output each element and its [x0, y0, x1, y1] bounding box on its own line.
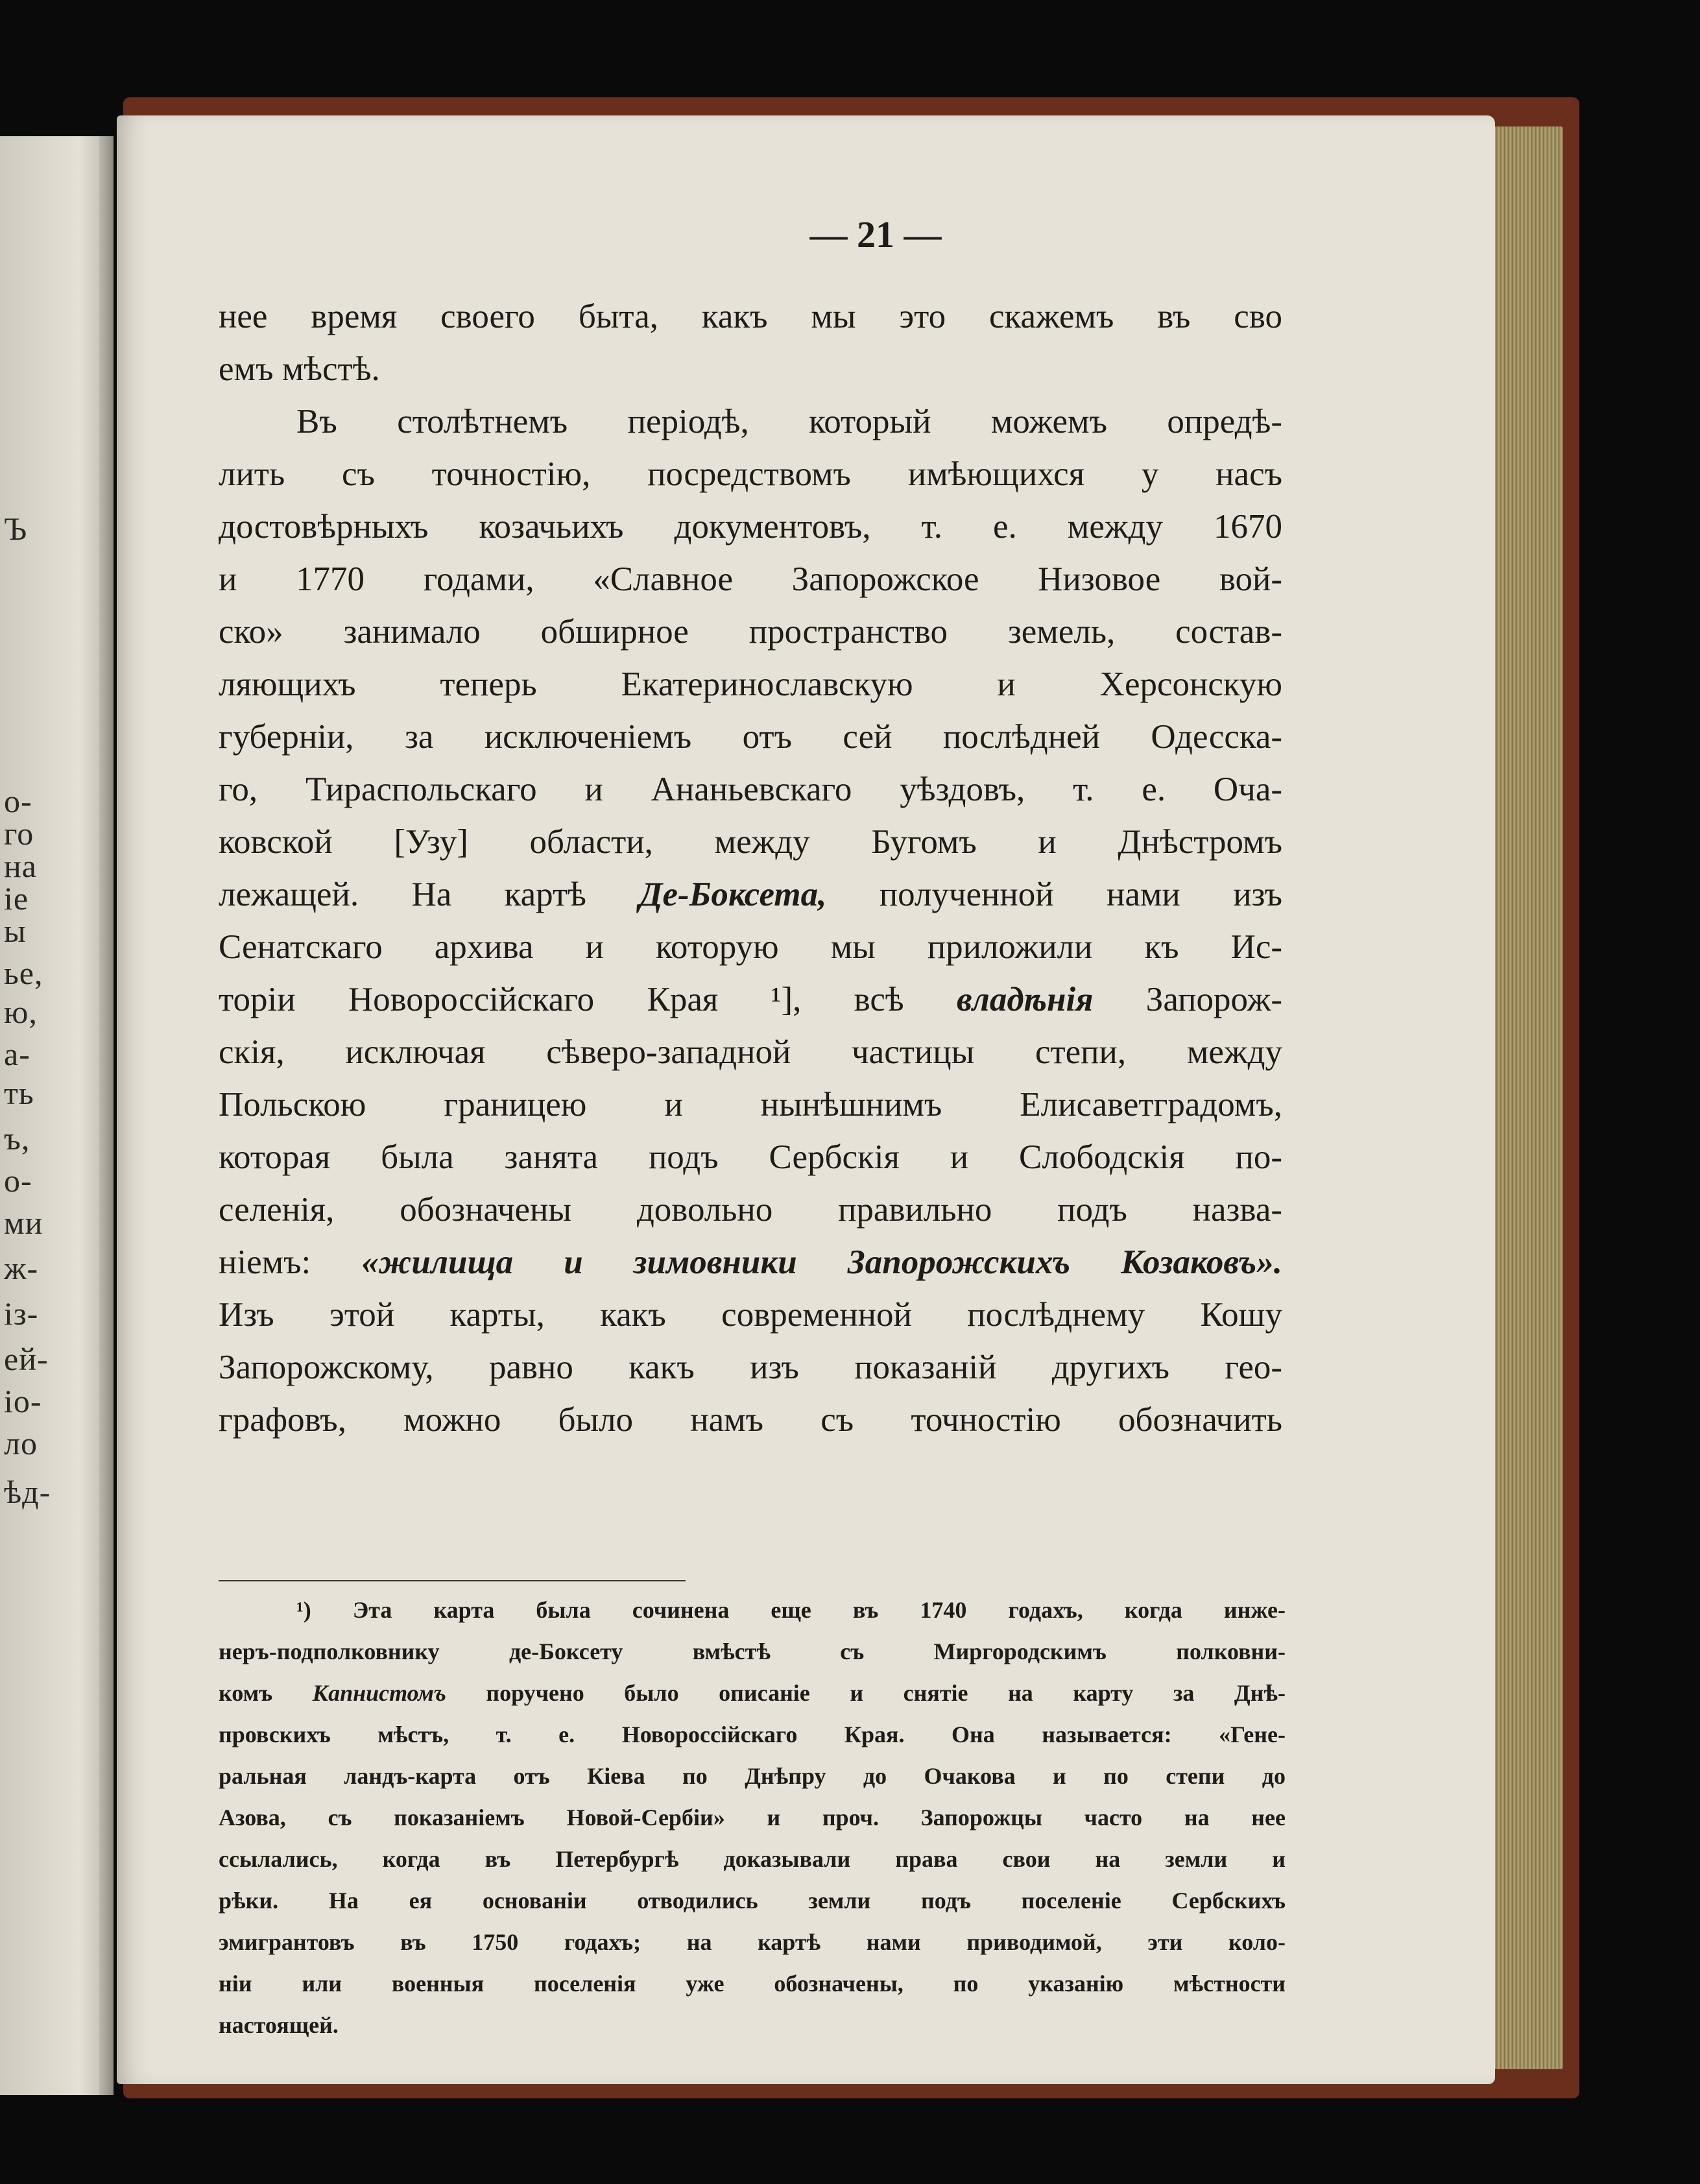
footnote-line-emphasis: Капнистомъ: [312, 1680, 446, 1706]
body-line: селенія, обозначены довольно правильно подъ назва-: [219, 1191, 1282, 1229]
left-page-fragment: ж-: [4, 1250, 39, 1286]
left-page-fragment: Ъ: [4, 510, 28, 547]
left-page-fragment: го: [4, 815, 34, 852]
left-page-fragment: ы: [4, 913, 27, 949]
footnote-line: [219, 1963, 1286, 2004]
page-edges: [1485, 126, 1563, 2069]
body-line-text: Запорож-: [1093, 981, 1282, 1018]
body-line: губерніи, за исключеніемъ отъ сей послѣдней Одесска-: [219, 718, 1282, 756]
left-page-fragment: на: [4, 848, 37, 884]
left-page-fragment: ье,: [4, 955, 43, 991]
body-line: Изъ этой карты, какъ современной послѣднему Кошу: [219, 1296, 1282, 1334]
left-page-fragment: ло: [4, 1425, 38, 1461]
footnote-line-text: рѣки. На ея основаніи отводились земли подъ поселеніе Сербскихъ: [219, 1888, 1286, 1914]
footnote-line: [219, 1714, 1286, 1755]
footnote-line: [219, 1589, 1286, 1631]
footnote-line-text: Азова, съ показаніемъ Новой-Сербіи» и проч. Запорожцы часто на нее: [219, 1805, 1286, 1830]
left-page-fragment: о-: [4, 1162, 32, 1199]
body-line: Въ столѣтнемъ періодѣ, который можемъ опредѣ-: [296, 403, 1282, 440]
footnote-line: [219, 1672, 1286, 1714]
body-line: скія, исключая сѣверо-западной частицы степи, между: [219, 1033, 1282, 1071]
body-line: и 1770 годами, «Славное Запорожское Низовое вой-: [219, 560, 1282, 598]
footnote-line-text: ніи или военныя поселенія уже обозначены, по указанію мѣстности: [219, 1971, 1286, 1997]
body-line: Польскою границею и нынѣшнимъ Елисаветградомъ,: [219, 1086, 1282, 1123]
book-page: [117, 115, 1495, 2084]
body-line: нее время своего быта, какъ мы это скажемъ въ сво: [219, 298, 1282, 335]
left-page-fragment: о-: [4, 783, 32, 819]
footnote-line-text: неръ-подполковнику де-Боксету вмѣстѣ съ Миргородскимъ полковни-: [219, 1638, 1286, 1664]
footnote-line: [219, 1631, 1286, 1672]
footnote-line: [219, 1838, 1286, 1880]
body-line-emphasis: владѣнія: [957, 981, 1094, 1018]
footnote-divider: [219, 1580, 686, 1581]
body-line: го, Тираспольскаго и Ананьевскаго уѣздовъ, т. е. Оча-: [219, 771, 1282, 808]
footnote-line-text: ¹) Эта карта была сочинена еще въ 1740 годахъ, когда инже-: [296, 1597, 1286, 1623]
body-line-text: лежащей. На картѣ: [219, 876, 640, 913]
body-line: емъ мѣстѣ.: [219, 350, 380, 388]
left-page-fragment: ъ,: [4, 1120, 30, 1157]
footnote-line: [219, 2004, 1286, 2046]
body-text: [219, 291, 1282, 1446]
footnote-line: [219, 1921, 1286, 1963]
body-line-emphasis: Де-Боксета,: [639, 876, 827, 913]
body-line-text: полученной нами изъ: [826, 876, 1282, 913]
footnote-line-text: провскихъ мѣстъ, т. е. Новороссійскаго Края. Она называется: «Гене-: [219, 1722, 1286, 1747]
footnote-line-text: эмигрантовъ въ 1750 годахъ; на картѣ нами приводимой, эти коло-: [219, 1929, 1286, 1955]
body-line: ляющихъ теперь Екатеринославскую и Херсонскую: [219, 666, 1282, 703]
body-line: [219, 869, 1282, 921]
body-line: достовѣрныхъ козачьихъ документовъ, т. е. между 1670: [219, 508, 1282, 546]
left-page-fragment: а-: [4, 1036, 30, 1072]
left-page-fragment: ей-: [4, 1341, 49, 1377]
left-page-gutter: [99, 136, 114, 2095]
body-line: которая была занята подъ Сербскія и Слободскія по-: [219, 1138, 1282, 1176]
footnote-line-text: ральная ландъ-карта отъ Кіева по Днѣпру до Очакова и по степи до: [219, 1763, 1286, 1789]
footnote-line-text: поручено было описаніе и снятіе на карту за Днѣ-: [446, 1680, 1286, 1706]
left-page-fragment: ми: [4, 1205, 43, 1241]
left-page-fragment: іо-: [4, 1383, 42, 1419]
body-line-text: ніемъ:: [219, 1243, 362, 1281]
body-line: ковской [Узу] области, между Бугомъ и Днѣстромъ: [219, 823, 1282, 861]
left-page-fragment: ю,: [4, 994, 38, 1030]
page-number: — 21 —: [809, 213, 942, 256]
body-line: Запорожскому, равно какъ изъ показаній другихъ гео-: [219, 1349, 1282, 1386]
left-page-fragment: із-: [4, 1295, 39, 1332]
footnote-line: [219, 1880, 1286, 1921]
body-line-emphasis: «жилища и зимовники Запорожскихъ Козаковъ».: [361, 1243, 1282, 1281]
body-line: лить съ точностію, посредствомъ имѣющихся у насъ: [219, 455, 1282, 493]
left-page-fragment: ть: [4, 1075, 34, 1111]
footnote-line-text: настоящей.: [219, 2012, 339, 2038]
body-line: Сенатскаго архива и которую мы приложили къ Ис-: [219, 928, 1282, 966]
body-line: [219, 1236, 1282, 1289]
footnote-line-text: ссылались, когда въ Петербургѣ доказывали права свои на земли и: [219, 1846, 1286, 1872]
body-line: графовъ, можно было намъ съ точностію обозначить: [219, 1401, 1282, 1439]
body-line-text: торіи Новороссійскаго Края ¹], всѣ: [219, 981, 957, 1018]
body-line: ско» занимало обширное пространство земель, состав-: [219, 613, 1282, 651]
left-page-fragment: ѣд-: [4, 1474, 51, 1510]
left-page-fragment: іе: [4, 880, 29, 917]
footnote-line-text: комъ: [219, 1680, 313, 1706]
body-line: [219, 974, 1282, 1026]
footnote-line: [219, 1797, 1286, 1838]
left-page-edge: [0, 136, 114, 2095]
footnote: [219, 1589, 1286, 2046]
footnote-line: [219, 1755, 1286, 1797]
